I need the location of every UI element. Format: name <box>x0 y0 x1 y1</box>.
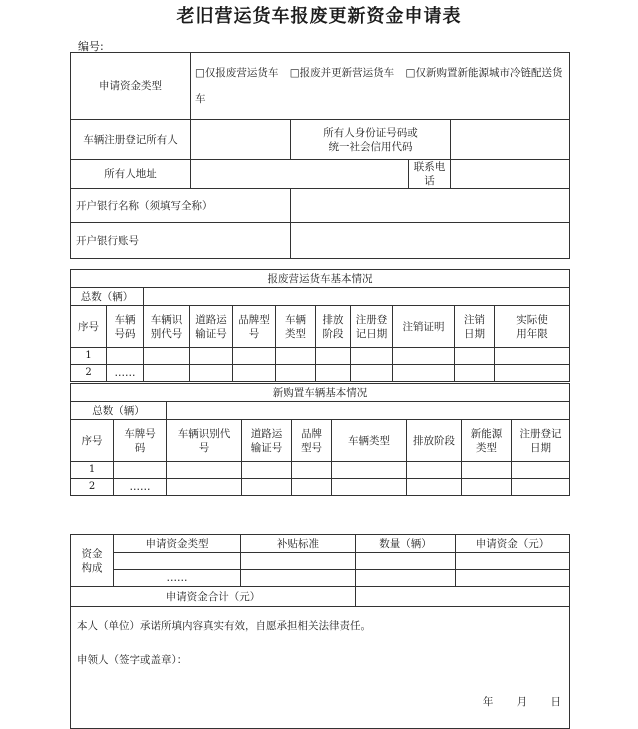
declaration-cell <box>71 607 570 729</box>
signature-date <box>467 695 563 709</box>
fund-composition-label-line1: 资金 <box>81 547 103 560</box>
table-row <box>71 570 570 587</box>
col-header <box>407 420 462 462</box>
col-header <box>332 420 407 462</box>
fund-type-option-scrap-and-renew[interactable]: □报废并更新营运货车 <box>289 67 395 79</box>
col-header <box>455 306 495 348</box>
col-header-line2: 输证号 <box>250 441 283 454</box>
table-cell[interactable] <box>462 479 512 496</box>
new-vehicle-section-title: 新购置车辆基本情况 <box>71 384 570 402</box>
table-row <box>71 553 570 570</box>
table-cell[interactable] <box>332 479 407 496</box>
row-number: 1 <box>71 348 107 365</box>
fund-composition-label-line2: 构成 <box>81 561 103 574</box>
fund-type-option-scrap-only[interactable]: □仅报废营运货车 <box>195 67 279 79</box>
plate-cell[interactable]: …… <box>114 479 167 496</box>
col-header-line1: 注册登 <box>355 313 388 326</box>
contact-phone-label: 联系电话 <box>409 160 451 189</box>
fund-composition-table <box>70 534 570 729</box>
table-cell[interactable] <box>114 553 241 570</box>
pledge-text: 本人（单位）承诺所填内容真实有效，自愿承担相关法律责任。 <box>77 620 371 632</box>
table-cell[interactable] <box>356 570 456 587</box>
col-header-line2: 号码 <box>114 327 136 340</box>
fund-type-label: 申请资金类型 <box>71 53 191 120</box>
fund-ellipsis-cell[interactable]: …… <box>114 570 241 587</box>
bank-name-field[interactable] <box>291 189 570 223</box>
col-header-line1: 车辆类型 <box>348 434 390 447</box>
col-header <box>242 420 292 462</box>
col-header-line2: 类型 <box>476 441 497 454</box>
table-cell[interactable] <box>292 479 332 496</box>
col-header-line1: 品牌型 <box>238 313 270 326</box>
row-number: 1 <box>71 462 114 479</box>
new-vehicle-header-row <box>71 420 570 462</box>
table-row <box>71 462 570 479</box>
table-cell[interactable] <box>455 365 495 382</box>
table-cell[interactable] <box>495 348 570 365</box>
fund-col-quantity: 数量（辆） <box>356 535 456 553</box>
scrapped-vehicles-table <box>70 269 570 382</box>
col-header-line1: 道路运 <box>195 313 227 326</box>
plate-cell[interactable] <box>114 462 167 479</box>
col-header <box>393 306 455 348</box>
table-cell[interactable] <box>292 462 332 479</box>
col-header-line1: 车辆识 <box>150 313 183 326</box>
date-year-label: 年 <box>482 696 496 708</box>
new-vehicle-total-label: 总数（辆） <box>71 402 167 420</box>
table-cell[interactable] <box>456 570 570 587</box>
scrapped-header-row <box>71 306 570 348</box>
table-cell[interactable] <box>316 348 351 365</box>
table-cell[interactable] <box>512 462 570 479</box>
col-header-line1: 车辆 <box>285 313 306 326</box>
col-header-line1: 实际使 <box>516 313 548 326</box>
table-cell[interactable] <box>462 462 512 479</box>
col-header <box>190 306 233 348</box>
col-header-line2: 输证号 <box>195 327 227 340</box>
col-header-line1: 车辆 <box>114 313 136 326</box>
col-header <box>495 306 570 348</box>
plate-cell[interactable] <box>107 348 144 365</box>
table-cell[interactable] <box>241 570 356 587</box>
table-cell[interactable] <box>144 348 190 365</box>
bank-name-label: 开户银行名称（须填写全称） <box>71 189 291 223</box>
col-header-line1: 注册登记 <box>519 427 562 440</box>
col-header-line2: 日期 <box>530 441 552 454</box>
owner-id-label <box>291 120 451 160</box>
table-cell[interactable] <box>356 553 456 570</box>
col-header-line1: 车牌号 <box>124 427 156 440</box>
table-cell[interactable] <box>456 553 570 570</box>
bank-account-label: 开户银行账号 <box>71 223 291 259</box>
table-cell[interactable] <box>316 365 351 382</box>
col-header <box>462 420 512 462</box>
col-header-line2: 别代号 <box>150 327 183 340</box>
col-header-line2: 号 <box>248 327 260 340</box>
owner-address-label: 所有人地址 <box>71 160 191 189</box>
fund-col-standard: 补贴标准 <box>241 535 356 553</box>
table-cell[interactable] <box>167 479 242 496</box>
table-cell[interactable] <box>351 348 393 365</box>
scrapped-total-label: 总数（辆） <box>71 288 144 306</box>
col-header-line1: 排放阶段 <box>413 434 455 447</box>
col-header-line1: 序号 <box>78 320 99 333</box>
col-header <box>233 306 276 348</box>
col-header <box>167 420 242 462</box>
serial-number-label: 编号: <box>78 40 104 53</box>
col-header <box>276 306 316 348</box>
table-row <box>71 365 570 382</box>
fund-total-field[interactable] <box>356 587 570 607</box>
scrapped-section-title: 报废营运货车基本情况 <box>71 270 570 288</box>
table-cell[interactable] <box>332 462 407 479</box>
col-header-line2: 类型 <box>285 327 306 340</box>
new-vehicles-table <box>70 383 570 496</box>
contact-phone-field[interactable] <box>451 160 570 189</box>
row-number: 2 <box>71 479 114 496</box>
col-header-line2: 用年限 <box>516 327 548 340</box>
registered-owner-label: 车辆注册登记所有人 <box>71 120 191 160</box>
col-header <box>351 306 393 348</box>
col-header-line2: 型号 <box>301 441 322 454</box>
col-header-line2: 码 <box>134 441 146 454</box>
table-cell[interactable] <box>512 479 570 496</box>
table-cell[interactable] <box>241 553 356 570</box>
table-cell[interactable] <box>351 365 393 382</box>
row-number: 2 <box>71 365 107 382</box>
col-header <box>144 306 190 348</box>
col-header-line1: 品牌 <box>301 427 322 440</box>
fund-composition-label <box>71 535 114 587</box>
fund-col-type: 申请资金类型 <box>114 535 241 553</box>
table-cell[interactable] <box>233 365 276 382</box>
bank-account-field[interactable] <box>291 223 570 259</box>
applicant-info-table <box>70 52 570 259</box>
fund-total-label: 申请资金合计（元） <box>71 587 356 607</box>
table-cell[interactable] <box>144 365 190 382</box>
owner-id-label-line1: 所有人身份证号码或 <box>323 126 418 139</box>
table-cell[interactable] <box>167 462 242 479</box>
owner-id-label-line2: 统一社会信用代码 <box>328 140 413 153</box>
fund-col-amount: 申请资金（元） <box>456 535 570 553</box>
registered-owner-field[interactable] <box>191 120 291 160</box>
col-header-line1: 车辆识别代 <box>177 427 231 440</box>
fund-type-option-new-energy-only[interactable]: □仅新购置新能源城市冷链配送货车 <box>195 67 563 105</box>
date-day-label: 日 <box>550 696 563 708</box>
table-cell[interactable] <box>190 348 233 365</box>
table-cell[interactable] <box>233 348 276 365</box>
col-header <box>71 306 107 348</box>
col-header-line1: 序号 <box>81 434 103 447</box>
table-cell[interactable] <box>393 348 455 365</box>
col-header-line2: 日期 <box>464 327 485 340</box>
col-header <box>114 420 167 462</box>
plate-cell[interactable]: …… <box>107 365 144 382</box>
owner-id-field[interactable] <box>451 120 570 160</box>
col-header <box>512 420 570 462</box>
application-form <box>70 52 569 708</box>
col-header-line2: 阶段 <box>322 327 344 340</box>
col-header-line2: 记日期 <box>355 327 388 340</box>
fund-type-options[interactable] <box>191 53 570 120</box>
col-header-line1: 新能源 <box>470 427 503 440</box>
table-row <box>71 479 570 496</box>
col-header-line1: 道路运 <box>250 427 283 440</box>
col-header-line1: 注销 <box>464 313 485 326</box>
col-header-line1: 注销证明 <box>402 320 445 333</box>
scrapped-total-field[interactable] <box>144 288 570 306</box>
table-cell[interactable] <box>190 365 233 382</box>
table-cell[interactable] <box>407 462 462 479</box>
table-cell[interactable] <box>242 479 292 496</box>
col-header <box>316 306 351 348</box>
col-header-line1: 排放 <box>322 313 344 326</box>
table-cell[interactable] <box>242 462 292 479</box>
table-cell[interactable] <box>276 365 316 382</box>
owner-address-field[interactable] <box>191 160 409 189</box>
table-cell[interactable] <box>495 365 570 382</box>
col-header <box>107 306 144 348</box>
table-cell[interactable] <box>455 348 495 365</box>
applicant-signature-label: 申领人（签字或盖章）： <box>77 654 188 666</box>
col-header <box>71 420 114 462</box>
table-cell[interactable] <box>407 479 462 496</box>
table-cell[interactable] <box>276 348 316 365</box>
table-cell[interactable] <box>393 365 455 382</box>
form-title: 老旧营运货车报废更新资金申请表 <box>176 6 462 27</box>
date-month-label: 月 <box>516 696 530 708</box>
col-header-line2: 号 <box>198 441 210 454</box>
col-header <box>292 420 332 462</box>
table-row <box>71 348 570 365</box>
new-vehicle-total-field[interactable] <box>167 402 570 420</box>
